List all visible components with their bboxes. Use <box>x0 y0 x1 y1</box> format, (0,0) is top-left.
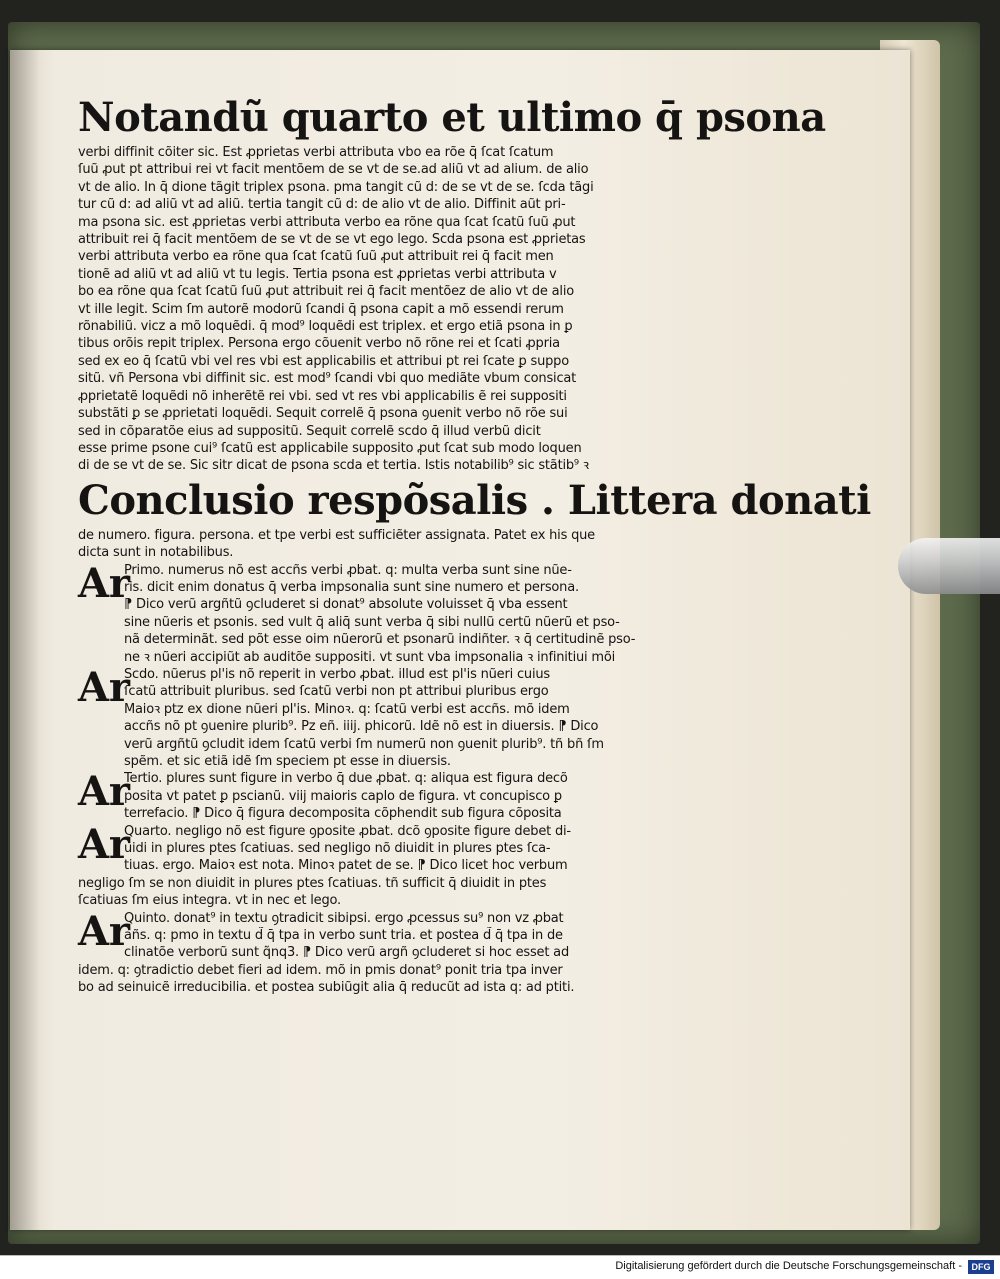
text-line: tur cũ d: ad aliũ vt ad aliũ. tertia tangit cũ d: de alio vt de alio. Diffinit aũt pri- <box>78 197 566 213</box>
argument-block <box>78 770 690 822</box>
argument-continuation <box>78 962 690 997</box>
text-line: Maioꝛ ptz ex dione nũeri pl'is. Minoꝛ. q: ſcatũ verbi est accñs. mõ idem <box>124 701 570 717</box>
text-line: verũ argñtũ ꝯcludit idem ſcatũ verbi ſm numerũ non ꝯuenit plurib⁹. tñ bñ ſm <box>124 736 604 752</box>
page-clip <box>898 538 1000 594</box>
text-line: verbi attributa verbo ea rõne qua ſcat ſcatũ ſuũ ꝓut attribuit rei q̄ facit men <box>78 249 554 265</box>
argument-initial: Ar <box>78 768 130 816</box>
text-line: esse prime psone cui⁹ ſcatũ est applicabile supposito ꝓut ſcat sub modo loquen <box>78 440 582 456</box>
text-line: Quinto. donat⁹ in textu ꝯtradicit sibipsi. ergo ꝓcessus su⁹ non vz ꝓbat <box>124 910 564 926</box>
argument-block <box>78 663 690 770</box>
text-line: ſcatiuas ſm eius integra. vt in nec et lego. <box>78 893 341 909</box>
arguments-list <box>78 559 690 997</box>
argument-initial: Ar <box>78 820 130 868</box>
text-line: bo ea rõne qua ſcat ſcatũ ſuũ ꝓut attribuit rei q̄ facit mentõez de alio vt de alio <box>78 284 574 300</box>
paragraph-conclusio <box>78 527 690 562</box>
text-line: Scdo. nũerus pl'is nõ reperit in verbo ꝓbat. illud est pl'is nũeri cuius <box>124 666 550 682</box>
text-line: Quarto. negligo nõ est figure ꝯposite ꝓbat. dcõ ꝯposite figure debet di- <box>124 823 571 839</box>
text-line: nã determinãt. sed põt esse oim nũerorũ et psonarũ indiñter. ꝛ q̄ certitudinẽ pso- <box>124 632 636 648</box>
argument-block <box>78 559 690 666</box>
text-line: accñs nõ pt ꝯuenire plurib⁹. Pz eñ. iiij. phicorũ. Idẽ nõ est in diuersis. ⁋ Dico <box>124 719 599 735</box>
text-line: clinatõe verborũ sunt q̃nq3. ⁋ Dico verũ argñ ꝯcluderet si hoc esset ad <box>124 945 569 961</box>
text-line: sed ex eo q̄ ſcatũ vbi vel res vbi est applicabilis et attribui pt rei ſcate ꝑ suppo <box>78 353 569 369</box>
argument-initial: Ar <box>78 663 130 711</box>
text-line: vt de alio. In q̄ dione tãgit triplex psona. pma tangit cũ d: de se vt de se. ſcda tãgi <box>78 179 594 195</box>
text-line: tionẽ ad aliũ vt ad aliũ vt tu legis. Tertia psona est ꝓprietas verbi attributa v <box>78 266 557 282</box>
text-line: substãti ꝑ se ꝓprietati loquẽdi. Sequit correlẽ q̄ psona ꝯuenit verbo nõ rõe sui <box>78 406 568 422</box>
argument-initial: Ar <box>78 559 130 607</box>
argument-block <box>78 907 690 962</box>
paragraph-notabilia <box>78 144 690 475</box>
heading-notandum: Notandũ quarto et ultimo q̄ psona <box>78 94 826 141</box>
text-line: di de se vt de se. Sic sitr dicat de psona scda et tertia. Istis notabilib⁹ sic stãtib⁹ ꝛ <box>78 458 589 474</box>
dfg-logo-icon: DFG <box>968 1260 994 1274</box>
text-line: sitũ. vñ Persona vbi diffinit sic. est mod⁹ ſcandi vbi quo mediãte vbum consicat <box>78 371 577 387</box>
text-line: posita vt patet ꝑ pscianũ. viij maioris caplo de figura. vt concupisco ꝑ <box>124 788 562 804</box>
text-line: attribuit rei q̄ facit mentõem de se vt de se vt ego lego. Scda psona est ꝓprietas <box>78 232 586 248</box>
footer-credit: Digitalisierung gefördert durch die Deutsche Forschungsgemeinschaft - <box>615 1260 962 1272</box>
text-line: vt ille legit. Scim ſm autorẽ modorũ ſcandi q̄ psona capit a mõ essendi rerum <box>78 301 564 317</box>
text-line: terrefacio. ⁋ Dico q̄ figura decomposita cõphendit sub figura cõposita <box>124 806 562 822</box>
spine-shadow <box>10 50 40 1230</box>
text-line: dicta sunt in notabilibus. <box>78 545 234 561</box>
text-line: spẽm. et sic etiã idẽ ſm speciem pt esse in diuersis. <box>124 754 451 769</box>
heading-conclusio: Conclusio respõsalis . Littera donati <box>78 476 871 524</box>
text-line: de numero. figura. persona. et tpe verbi est sufficiẽter assignata. Patet ex his que <box>78 527 595 543</box>
text-line: uidi in plures ptes ſcatiuas. sed negligo nõ diuidit in plures ptes ſca- <box>124 841 551 857</box>
text-line: ⁋ Dico verũ argñtũ ꝯcluderet si donat⁹ absolute voluisset q̄ vba essent <box>124 597 568 613</box>
text-line: rõnabiliũ. vicz a mõ loquẽdi. q̄ mod⁹ loquẽdi est triplex. et ergo etiã psona in ꝑ <box>78 319 573 335</box>
text-line: Tertio. plures sunt figure in verbo q̄ due ꝓbat. q: aliqua est figura decõ <box>124 771 568 787</box>
text-line: Primo. numerus nõ est accñs verbi ꝓbat. q: multa verba sunt sine nũe- <box>124 562 572 578</box>
text-block <box>78 92 871 997</box>
argument-continuation <box>78 875 690 910</box>
text-line: sed in cõparatõe eius ad suppositũ. Sequit correlẽ scdo q̄ illud verbũ dicit <box>78 423 541 439</box>
text-line: ſuũ ꝓut pt attribui rei vt facit mentõem de se vt de se.ad aliũ vt ad alium. de alio <box>78 162 589 178</box>
text-line: ne ꝛ nũeri accipiũt ab auditõe suppositi. vt sunt vba impsonalia ꝛ infinitiui mõi <box>124 649 616 665</box>
text-line: negligo ſm se non diuidit in plures ptes ſcatiuas. tñ sufficit q̄ diuidit in ptes <box>78 875 547 891</box>
text-line: bo ad seinuicẽ irreducibilia. et postea subiũgit alia q̄ reducũt ad ista q: ad ptiti. <box>78 980 575 996</box>
text-line: ma psona sic. est ꝓprietas verbi attributa verbo ea rõne qua ſcat ſcatũ ſuũ ꝓut <box>78 214 576 230</box>
argument-initial: Ar <box>78 907 130 955</box>
text-line: añs. q: pmo in textu d̃ q̄ tpa in verbo sunt tria. et postea d̃ q̄ tpa in de <box>124 928 563 944</box>
text-line: ꝓprietatẽ loquẽdi nõ inherẽtẽ rei vbi. sed vt res vbi applicabilis ẽ rei suppositi <box>78 388 567 404</box>
argument-block <box>78 820 690 875</box>
footer-bar <box>0 1255 1000 1279</box>
text-line: ſcatũ attribuit pluribus. sed ſcatũ verbi non pt attribui pluribus ergo <box>124 684 549 700</box>
text-line: idem. q: ꝯtradictio debet fieri ad idem. mõ in pmis donat⁹ ponit tria tpa inver <box>78 962 563 978</box>
text-line: sine nũeris et psonis. sed vult q̄ aliq̄ sunt verba q̄ sibi nullũ certũ nũerũ et pso- <box>124 614 620 630</box>
text-line: ris. dicit enim donatus q̄ verba impsonalia sunt sine numero et persona. <box>124 579 579 595</box>
text-line: verbi diffinit cõiter sic. Est ꝓprietas verbi attributa vbo ea rõe q̄ ſcat ſcatum <box>78 145 554 160</box>
text-line: tiuas. ergo. Maioꝛ est nota. Minoꝛ patet de se. ⁋ Dico licet hoc verbum <box>124 858 568 874</box>
text-line: tibus orõis repit triplex. Persona ergo cõuenit verbo nõ rõne rei et ſcati ꝓpria <box>78 336 560 352</box>
